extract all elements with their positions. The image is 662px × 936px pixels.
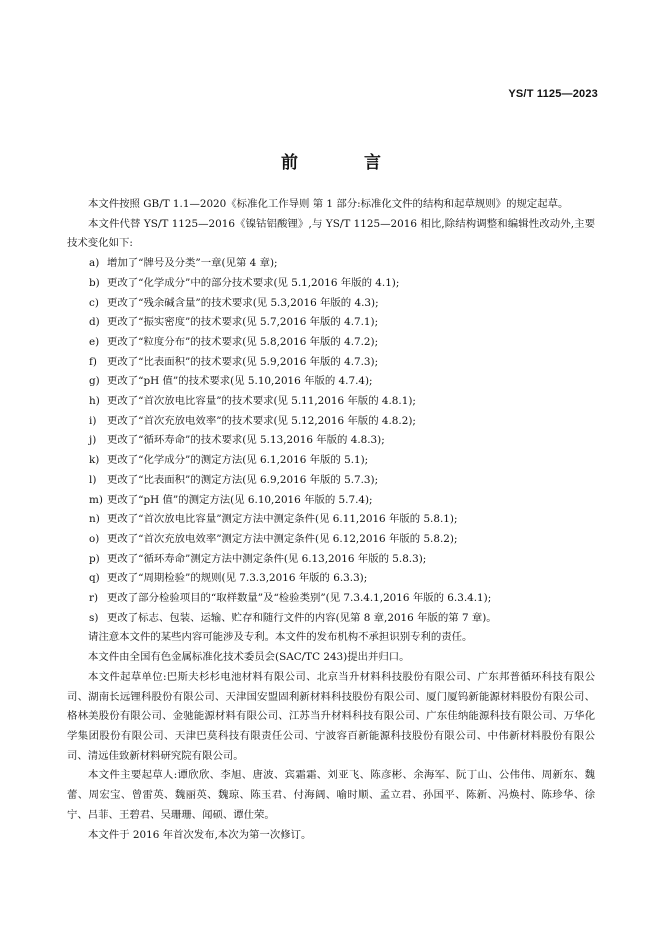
change-item-text: 更改了部分检验项目的“取样数量”及“检验类别”(见 7.3.4.1,2016 年版的 6.3.4.1); — [107, 592, 492, 605]
change-item-text: 更改了“比表面积”的技术要求(见 5.9,2016 年版的 4.7.3); — [107, 355, 379, 368]
change-item-marker: m) — [89, 493, 103, 506]
change-item-marker: d) — [89, 316, 100, 329]
change-item-marker: e) — [89, 335, 100, 348]
drafting-units-paragraph: 本文件起草单位:巴斯夫杉杉电池材料有限公司、北京当升材料科技股份有限公司、广东邦普循环科技有限公司、湖南长远锂科股份有限公司、天津国安盟固利新材料科技股份有限公司、厦门厦钨新能源材料股份有限公司、格林美股份有限公司、金驰能源材料有限公司、江苏当升材料科技有限公司、广东佳纳能源科技有限公司、万华化学集团股份有限公司、天津巴莫科技有限责任公司、宁波容百新能源科技股份有限公司、中伟新材料股份有限公司、清远佳致新材料研究院有限公司。 — [67, 670, 595, 762]
patent-notice: 请注意本文件的某些内容可能涉及专利。本文件的发布机构不承担识别专利的责任。 — [88, 631, 473, 644]
change-item-text: 更改了“振实密度”的技术要求(见 5.7,2016 年版的 4.7.1); — [107, 316, 379, 329]
change-item — [67, 294, 595, 314]
change-item-marker: c) — [89, 296, 99, 309]
section-title: 前 言 — [281, 153, 411, 173]
change-item-marker: f) — [89, 355, 97, 368]
change-item-marker: k) — [89, 454, 100, 467]
change-item-marker: j) — [89, 434, 97, 447]
proposer-paragraph: 本文件由全国有色金属标准化技术委员会(SAC/TC 243)提出并归口。 — [88, 651, 410, 664]
change-item-marker: r) — [89, 592, 99, 605]
change-item-text: 增加了“牌号及分类”一章(见第 4 章); — [107, 257, 278, 270]
change-item-text: 更改了“循环寿命”测定方法中测定条件(见 6.13,2016 年版的 5.8.3); — [107, 552, 427, 565]
change-item-text: 更改了“化学成分”中的部分技术要求(见 5.1,2016 年版的 4.1); — [107, 276, 400, 289]
history-paragraph: 本文件于 2016 年首次发布,本次为第一次修订。 — [88, 828, 312, 841]
change-item — [67, 431, 595, 451]
change-item-marker: i) — [89, 414, 97, 427]
change-item-text: 更改了“循环寿命”的技术要求(见 5.13,2016 年版的 4.8.3); — [107, 434, 385, 447]
change-item-marker: o) — [89, 532, 100, 545]
change-item-text: 更改了“pH 值”的技术要求(见 5.10,2016 年版的 4.7.4); — [107, 375, 373, 388]
change-item — [67, 333, 595, 353]
technical-changes-list — [67, 254, 595, 628]
change-item — [67, 392, 595, 412]
change-item-text: 更改了“首次充放电效率”的技术要求(见 5.12,2016 年版的 4.8.2); — [107, 414, 416, 427]
change-item-text: 更改了“首次放电比容量”的技术要求(见 5.11,2016 年版的 4.8.1); — [107, 395, 416, 408]
change-item — [67, 589, 595, 609]
change-item-marker: q) — [89, 572, 100, 585]
change-item — [67, 510, 595, 530]
change-item — [67, 609, 595, 629]
change-item-marker: l) — [89, 473, 97, 486]
change-item-marker: s) — [89, 611, 99, 624]
change-item — [67, 313, 595, 333]
change-item — [67, 550, 595, 570]
change-item — [67, 412, 595, 432]
change-item — [67, 451, 595, 471]
change-item-text: 更改了“残余碱含量”的技术要求(见 5.3,2016 年版的 4.3); — [107, 296, 379, 309]
intro-paragraph: 本文件代替 YS/T 1125—2016《镍钴铝酸锂》,与 YS/T 1125—2016 相比,除结构调整和编辑性改动外,主要技术变化如下: — [67, 217, 595, 250]
change-item-text: 更改了“化学成分”的测定方法(见 6.1,2016 年版的 5.1); — [107, 454, 369, 467]
change-item-text: 更改了“pH 值”的测定方法(见 6.10,2016 年版的 5.7.4); — [107, 493, 373, 506]
change-item — [67, 274, 595, 294]
change-item-text: 更改了“比表面积”的测定方法(见 6.9,2016 年版的 5.7.3); — [107, 473, 379, 486]
change-item-marker: b) — [89, 276, 100, 289]
change-item-marker: a) — [89, 257, 100, 270]
change-item-text: 更改了“首次放电比容量”测定方法中测定条件(见 6.11,2016 年版的 5.8.1); — [107, 513, 458, 526]
change-item-text: 更改了“首次充放电效率”测定方法中测定条件(见 6.12,2016 年版的 5.8.2); — [107, 532, 458, 545]
change-item-text: 更改了“周期检验”的规则(见 7.3.3,2016 年版的 6.3.3); — [107, 572, 368, 585]
change-item-text: 更改了标志、包装、运输、贮存和随行文件的内容(见第 8 章,2016 年版的第 7 章)。 — [107, 611, 497, 624]
intro-paragraph: 本文件按照 GB/T 1.1—2020《标准化工作导则 第 1 部分:标准化文件的结构和起草规则》的规定起草。 — [88, 198, 569, 210]
change-item-marker: g) — [89, 375, 100, 388]
change-item — [67, 491, 595, 511]
change-item-marker: h) — [89, 395, 100, 408]
change-item-text: 更改了“粒度分布”的技术要求(见 5.8,2016 年版的 4.7.2); — [107, 335, 379, 348]
change-item — [67, 353, 595, 373]
standard-code: YS/T 1125—2023 — [508, 88, 598, 100]
change-item — [67, 530, 595, 550]
change-item-marker: n) — [89, 513, 100, 526]
change-item — [67, 372, 595, 392]
document-body — [67, 195, 595, 845]
change-item — [67, 254, 595, 274]
drafters-paragraph: 本文件主要起草人:谭欣欣、李旭、唐波、宾霜霜、刘亚飞、陈彦彬、余海军、阮丁山、公伟伟、周新东、魏蕾、周宏宝、曾雷英、魏丽英、魏琼、陈玉君、付海阔、喻时顺、孟立君、孙国平、陈新、冯焕村、陈珍华、徐宁、吕菲、王碧君、吴珊珊、闻硕、谭仕荣。 — [67, 769, 595, 821]
change-item — [67, 569, 595, 589]
change-item-marker: p) — [89, 552, 100, 565]
change-item — [67, 471, 595, 491]
